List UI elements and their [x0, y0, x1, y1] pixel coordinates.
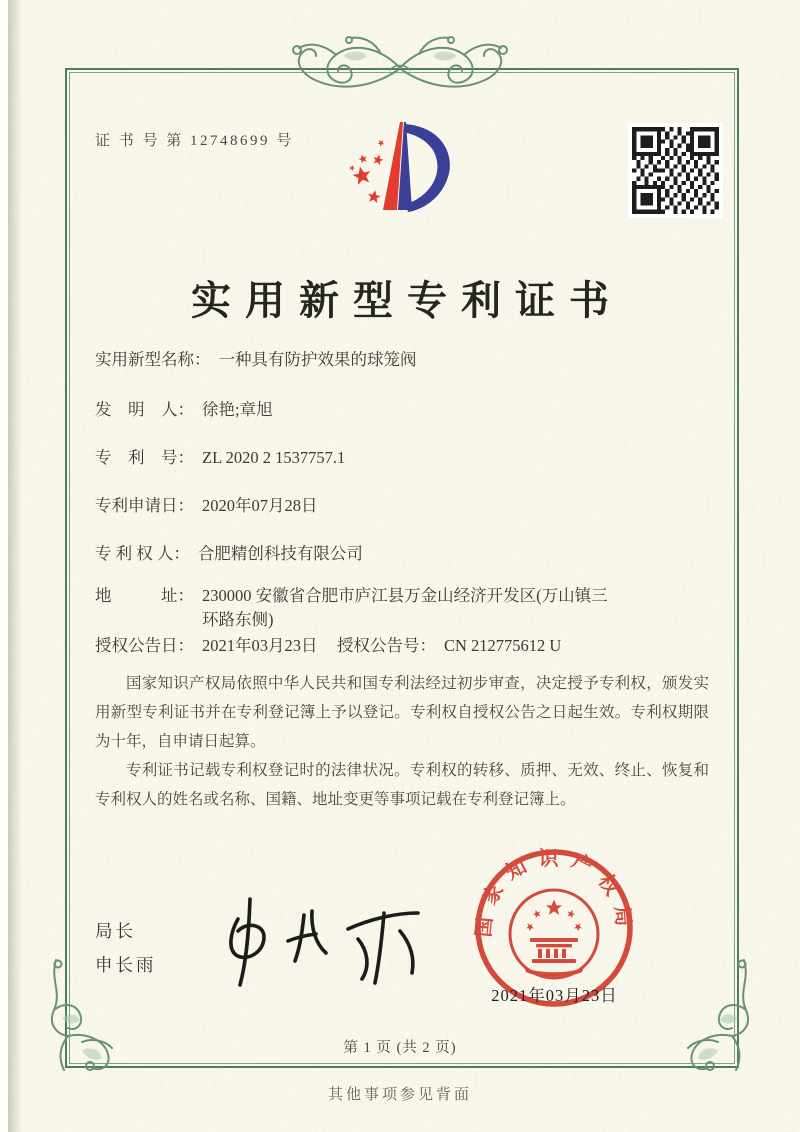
footer-note: 其他事项参见背面 [327, 1087, 472, 1103]
legal-paragraph-2: 专利证书记载专利权登记时的法律状况。专利权的转移、质押、无效、终止、恢复和专利权人的姓名或名称、国籍、地址变更等事项记载在专利登记簿上。 [95, 762, 709, 808]
field-row-patentee [95, 542, 363, 566]
field-label: 地 址： [95, 586, 194, 605]
svg-text:国家知识产权局 [472, 847, 636, 938]
field-row-inventor [95, 398, 273, 422]
cnipa-logo-icon [345, 116, 465, 220]
certificate-title: 实用新型专利证书 [191, 277, 623, 323]
handwritten-signature [212, 885, 427, 990]
field-value: CN 212775612 U [444, 636, 562, 655]
page-number: 第 1 页 (共 2 页) [343, 1040, 457, 1056]
certificate-number: 证 书 号 第 12748699 号 [95, 133, 294, 149]
national-emblem-icon [510, 890, 598, 978]
seal-date: 2021年03月23日 [491, 986, 618, 1005]
field-value: 徐艳;章旭 [202, 400, 273, 419]
legal-text [95, 669, 709, 814]
field-label: 专 利 号： [95, 448, 194, 467]
qr-code [628, 123, 723, 218]
field-label: 授权公告日： [95, 636, 194, 655]
field-row-filing-date [95, 494, 318, 518]
field-label: 专 利 权 人： [95, 544, 190, 563]
field-label: 发 明 人： [95, 400, 194, 419]
officer-name: 申长雨 [95, 955, 157, 975]
field-value: 230000 安徽省合肥市庐江县万金山经济开发区(万山镇三环路东侧) [202, 586, 608, 629]
field-row-grant [95, 634, 562, 658]
field-value: 2020年07月28日 [202, 496, 318, 515]
legal-paragraph-1: 国家知识产权局依照中华人民共和国专利法经过初步审查，决定授予专利权，颁发实用新型专利证书并在专利登记簿上予以登记。专利权自授权公告之日起生效。专利权期限为十年，自申请日起算。 [95, 675, 709, 750]
field-value: 2021年03月23日 [202, 636, 318, 655]
field-value: 合肥精创科技有限公司 [197, 544, 363, 563]
field-label: 授权公告号： [337, 636, 436, 655]
field-label: 实用新型名称： [95, 350, 211, 369]
field-value: ZL 2020 2 1537757.1 [202, 448, 346, 467]
seal-text: 国家知识产权局 [472, 847, 636, 939]
field-row-address [95, 584, 617, 632]
field-label: 专利申请日： [95, 496, 194, 515]
field-row-name [95, 348, 417, 372]
scan-edge-shadow [8, 0, 22, 1132]
scan-edge [0, 0, 8, 1132]
field-value: 一种具有防护效果的球笼阀 [218, 350, 417, 369]
officer-title: 局长 [95, 921, 136, 941]
field-row-patent-no [95, 446, 345, 470]
